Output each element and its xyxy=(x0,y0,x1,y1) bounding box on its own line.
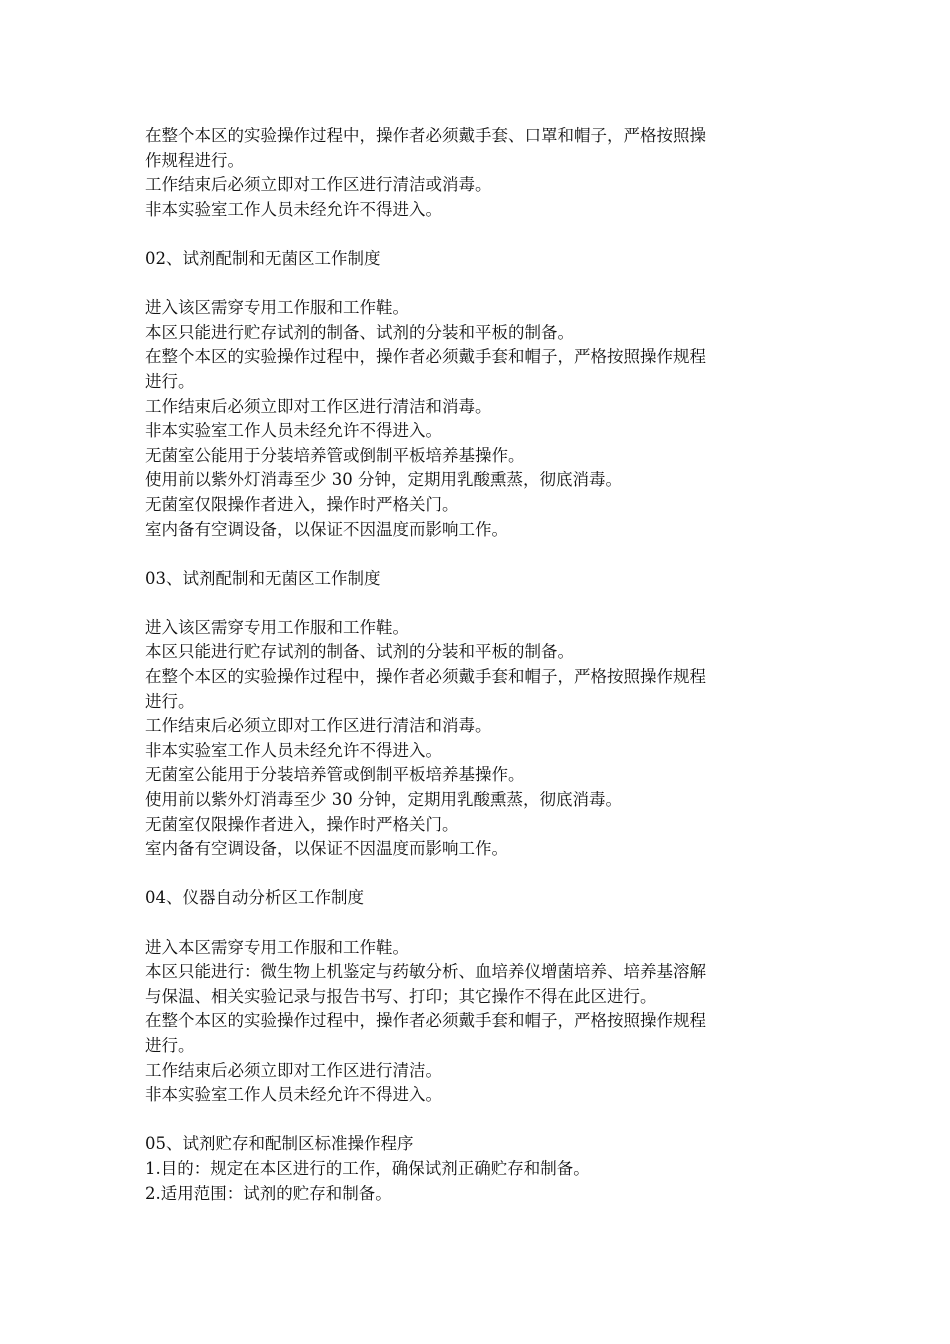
paragraph-gap xyxy=(145,591,810,616)
text-block xyxy=(145,886,810,911)
text-line: 进行。 xyxy=(145,1035,195,1055)
text-line: 1.目的：规定在本区进行的工作，确保试剂正确贮存和制备。 xyxy=(145,1158,590,1178)
text-block xyxy=(145,936,810,1108)
text-line: 无菌室仅限操作者进入，操作时严格关门。 xyxy=(145,494,459,514)
text-line: 在整个本区的实验操作过程中，操作者必须戴手套和帽子，严格按照操作规程 xyxy=(145,1011,706,1031)
text-line: 04、仪器自动分析区工作制度 xyxy=(145,888,364,908)
text-line: 工作结束后必须立即对工作区进行清洁。 xyxy=(145,1060,442,1080)
text-line: 室内备有空调设备，以保证不因温度而影响工作。 xyxy=(145,839,508,859)
text-line: 在整个本区的实验操作过程中，操作者必须戴手套、口罩和帽子，严格按照操 xyxy=(145,126,706,145)
text-line: 工作结束后必须立即对工作区进行清洁或消毒。 xyxy=(145,175,492,195)
text-line: 2.适用范围：试剂的贮存和制备。 xyxy=(145,1183,392,1203)
text-block xyxy=(145,247,810,272)
text-line: 无菌室仅限操作者进入，操作时严格关门。 xyxy=(145,814,459,834)
text-line: 非本实验室工作人员未经允许不得进入。 xyxy=(145,421,442,441)
paragraph-gap xyxy=(145,1108,810,1133)
paragraph-gap xyxy=(145,272,810,297)
paragraph-gap xyxy=(145,542,810,567)
text-line: 与保温、相关实验记录与报告书写、打印；其它操作不得在此区进行。 xyxy=(145,986,657,1006)
text-block xyxy=(145,1132,810,1206)
document-page xyxy=(145,124,810,1206)
text-line: 工作结束后必须立即对工作区进行清洁和消毒。 xyxy=(145,396,492,416)
text-line: 在整个本区的实验操作过程中，操作者必须戴手套和帽子，严格按照操作规程 xyxy=(145,667,706,687)
text-line: 进行。 xyxy=(145,691,195,711)
text-line: 使用前以紫外灯消毒至少 30 分钟，定期用乳酸熏蒸，彻底消毒。 xyxy=(145,790,622,810)
text-line: 非本实验室工作人员未经允许不得进入。 xyxy=(145,740,442,760)
text-line: 使用前以紫外灯消毒至少 30 分钟，定期用乳酸熏蒸，彻底消毒。 xyxy=(145,470,622,490)
text-block xyxy=(145,616,810,862)
text-line: 本区只能进行：微生物上机鉴定与药敏分析、血培养仪增菌培养、培养基溶解 xyxy=(145,962,706,982)
text-line: 进入该区需穿专用工作服和工作鞋。 xyxy=(145,298,409,318)
text-line: 作规程进行。 xyxy=(145,150,244,170)
text-line: 工作结束后必须立即对工作区进行清洁和消毒。 xyxy=(145,716,492,736)
text-line: 非本实验室工作人员未经允许不得进入。 xyxy=(145,199,442,219)
text-line: 进入该区需穿专用工作服和工作鞋。 xyxy=(145,617,409,637)
text-line: 02、试剂配制和无菌区工作制度 xyxy=(145,248,381,268)
paragraph-gap xyxy=(145,222,810,247)
text-line: 05、试剂贮存和配制区标准操作程序 xyxy=(145,1134,414,1154)
text-line: 无菌室公能用于分装培养管或倒制平板培养基操作。 xyxy=(145,445,525,465)
text-block xyxy=(145,124,810,222)
paragraph-gap xyxy=(145,911,810,936)
text-line: 本区只能进行贮存试剂的制备、试剂的分装和平板的制备。 xyxy=(145,642,574,662)
text-block xyxy=(145,296,810,542)
text-line: 进行。 xyxy=(145,371,195,391)
text-line: 非本实验室工作人员未经允许不得进入。 xyxy=(145,1085,442,1105)
paragraph-gap xyxy=(145,862,810,887)
document-body xyxy=(145,124,810,1206)
text-line: 在整个本区的实验操作过程中，操作者必须戴手套和帽子，严格按照操作规程 xyxy=(145,347,706,367)
text-line: 进入本区需穿专用工作服和工作鞋。 xyxy=(145,937,409,957)
text-line: 无菌室公能用于分装培养管或倒制平板培养基操作。 xyxy=(145,765,525,785)
text-line: 本区只能进行贮存试剂的制备、试剂的分装和平板的制备。 xyxy=(145,322,574,342)
text-line: 03、试剂配制和无菌区工作制度 xyxy=(145,568,381,588)
text-line: 室内备有空调设备，以保证不因温度而影响工作。 xyxy=(145,519,508,539)
text-block xyxy=(145,567,810,592)
